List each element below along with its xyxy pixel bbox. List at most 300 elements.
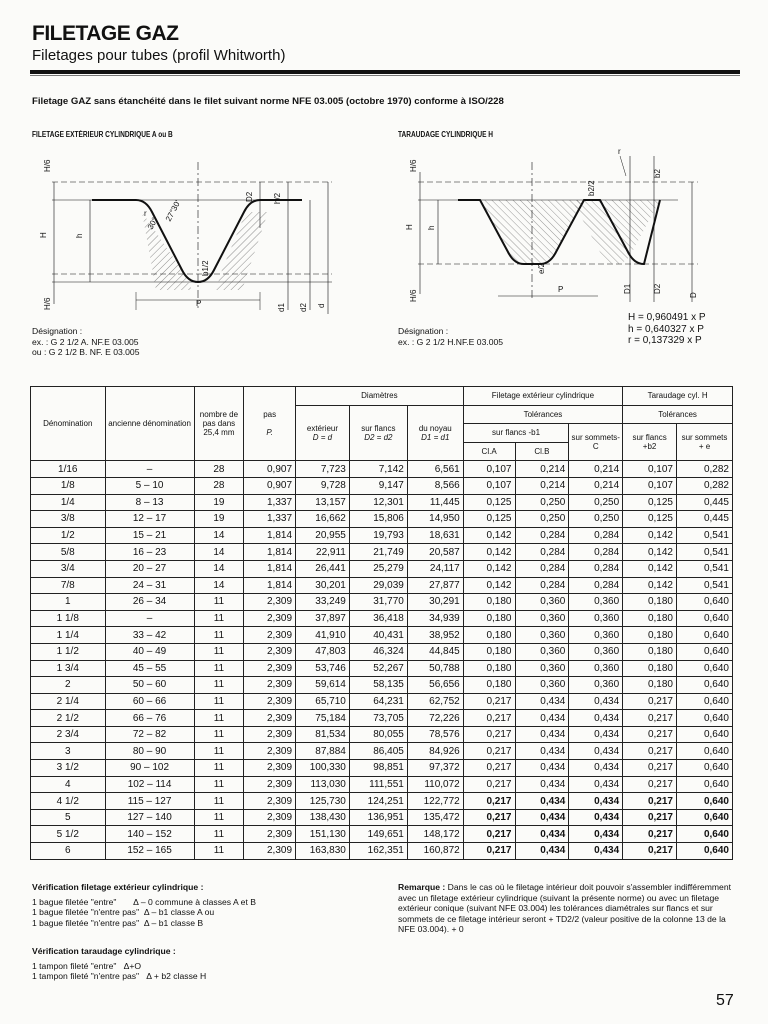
- table-cell: 0,434: [569, 726, 623, 743]
- table-cell: 0,142: [463, 544, 515, 561]
- remark-text: Dans le cas où le filetage intérieur doit pouvoir s'assembler indifféremment avec un filetage extérieur cylindrique (suivant la présente norme) ou avec un filetage extérieur conique (suivant NFE 03.004) les tolérances diamétrales sur flancs et sur sommets de ce filetage intérieur seront + TD2/2 (valeur positive de la colonne 13 de la NFE 03.004).: [398, 882, 731, 935]
- table-cell: 18,631: [407, 527, 463, 544]
- table-cell: 16,662: [296, 511, 350, 528]
- table-cell: 1,337: [244, 494, 296, 511]
- exterior-designation-line: Désignation :: [32, 326, 83, 336]
- table-cell: 0,125: [463, 494, 515, 511]
- table-cell: 11: [194, 627, 244, 644]
- table-cell: 5 – 10: [105, 477, 194, 494]
- table-cell: 33,249: [296, 594, 350, 611]
- svg-text:H/6: H/6: [43, 159, 52, 172]
- table-cell: 2 1/2: [31, 710, 106, 727]
- table-cell: 2: [31, 677, 106, 694]
- table-cell: 19,793: [349, 527, 407, 544]
- svg-text:r: r: [144, 209, 147, 218]
- table-cell: 80,055: [349, 726, 407, 743]
- table-cell: 0,217: [623, 776, 677, 793]
- header-filetage-ext: Filetage extérieur cylindrique: [463, 387, 622, 406]
- table-cell: 0,434: [515, 743, 569, 760]
- table-cell: 2,309: [244, 627, 296, 644]
- table-cell: 0,217: [623, 760, 677, 777]
- table-cell: 11: [194, 594, 244, 611]
- table-cell: 122,772: [407, 793, 463, 810]
- table-cell: 0,434: [515, 710, 569, 727]
- table-cell: 138,430: [296, 809, 350, 826]
- header-exterieur-label: extérieur: [306, 423, 338, 433]
- svg-text:H: H: [39, 232, 48, 238]
- table-cell: 1,814: [244, 544, 296, 561]
- table-cell: 0,125: [463, 511, 515, 528]
- exterior-designation-line: ou : G 2 1/2 B. NF. E 03.005: [32, 347, 140, 358]
- table-cell: 1/4: [31, 494, 106, 511]
- table-cell: 0,360: [515, 610, 569, 627]
- table-cell: 40 – 49: [105, 643, 194, 660]
- exterior-designation: [32, 326, 139, 358]
- verification-exterior-line: 1 bague filetée "n'entre pas" Δ – b1 classe B: [32, 917, 204, 928]
- table-cell: 0,434: [569, 710, 623, 727]
- table-cell: 0,284: [569, 577, 623, 594]
- table-cell: 0,541: [676, 544, 732, 561]
- table-row: [31, 826, 733, 843]
- table-cell: 136,951: [349, 809, 407, 826]
- table-cell: 11: [194, 826, 244, 843]
- table-cell: 0,434: [569, 760, 623, 777]
- svg-text:d: d: [317, 303, 326, 308]
- table-cell: 3/4: [31, 560, 106, 577]
- table-row: [31, 643, 733, 660]
- header-surflancs-b1: sur flancs -b1: [463, 424, 569, 443]
- table-cell: 0,284: [515, 577, 569, 594]
- table-row: [31, 527, 733, 544]
- table-cell: 1 1/4: [31, 627, 106, 644]
- header-exterieur-symbol: D = d: [312, 432, 333, 442]
- header-ancienne: ancienne dénomination: [105, 387, 194, 461]
- table-cell: 16 – 23: [105, 544, 194, 561]
- table-cell: 0,284: [569, 527, 623, 544]
- table-cell: 20,587: [407, 544, 463, 561]
- table-cell: 11: [194, 726, 244, 743]
- table-cell: 2 3/4: [31, 726, 106, 743]
- table-cell: 1 1/8: [31, 610, 106, 627]
- table-row: [31, 544, 733, 561]
- table-cell: 97,372: [407, 760, 463, 777]
- table-cell: 0,640: [676, 610, 732, 627]
- svg-text:30°: 30°: [145, 216, 160, 231]
- table-cell: 0,214: [569, 461, 623, 478]
- table-cell: 24,117: [407, 560, 463, 577]
- table-cell: 60 – 66: [105, 693, 194, 710]
- table-cell: 0,217: [463, 826, 515, 843]
- table-cell: 20 – 27: [105, 560, 194, 577]
- table-cell: 0,640: [676, 710, 732, 727]
- table-row: [31, 660, 733, 677]
- table-cell: 30,201: [296, 577, 350, 594]
- table-cell: 58,135: [349, 677, 407, 694]
- table-cell: 53,746: [296, 660, 350, 677]
- table-cell: 2,309: [244, 760, 296, 777]
- table-cell: 6,561: [407, 461, 463, 478]
- table-cell: 64,231: [349, 693, 407, 710]
- table-cell: 2,309: [244, 677, 296, 694]
- table-cell: 0,217: [623, 710, 677, 727]
- table-cell: 0,217: [463, 809, 515, 826]
- table-cell: 66 – 76: [105, 710, 194, 727]
- table-row: [31, 677, 733, 694]
- table-cell: 151,130: [296, 826, 350, 843]
- table-row: [31, 627, 733, 644]
- table-row: [31, 461, 733, 478]
- table-cell: 0,180: [623, 643, 677, 660]
- table-cell: 0,180: [463, 643, 515, 660]
- table-cell: 163,830: [296, 843, 350, 860]
- table-cell: 11: [194, 677, 244, 694]
- table-cell: 11: [194, 760, 244, 777]
- table-cell: 28: [194, 477, 244, 494]
- table-row: [31, 477, 733, 494]
- table-cell: 65,710: [296, 693, 350, 710]
- table-body: [31, 461, 733, 859]
- table-cell: 0,360: [569, 643, 623, 660]
- verification-interior-title: Vérification taraudage cylindrique :: [32, 946, 176, 956]
- table-row: [31, 511, 733, 528]
- table-cell: 3/8: [31, 511, 106, 528]
- table-cell: 0,541: [676, 527, 732, 544]
- intro-text: Filetage GAZ sans étanchéité dans le filet suivant norme NFE 03.005 (octobre 1970) conforme à ISO/228: [32, 96, 504, 107]
- table-cell: 7,142: [349, 461, 407, 478]
- verification-exterior-line: 1 bague filetée "n'entre pas" Δ – b1 classe A ou: [32, 907, 215, 918]
- exterior-thread-diagram: [32, 142, 362, 320]
- table-cell: 2,309: [244, 710, 296, 727]
- table-cell: 87,884: [296, 743, 350, 760]
- table-cell: 0,142: [623, 527, 677, 544]
- table-cell: 2,309: [244, 743, 296, 760]
- remark-label: Remarque :: [398, 882, 446, 892]
- table-cell: 0,125: [623, 494, 677, 511]
- table-cell: 1,814: [244, 577, 296, 594]
- table-row: [31, 560, 733, 577]
- header-diametres: Diamètres: [296, 387, 464, 406]
- formula-r: r = 0,137329 x P: [628, 335, 702, 347]
- svg-text:b2/2: b2/2: [587, 180, 596, 196]
- table-cell: 9,147: [349, 477, 407, 494]
- table-cell: 125,730: [296, 793, 350, 810]
- table-cell: 75,184: [296, 710, 350, 727]
- verification-interior-line: 1 tampon fileté "n'entre pas" Δ + b2 classe H: [32, 971, 207, 982]
- table-cell: 52,267: [349, 660, 407, 677]
- table-cell: 0,180: [623, 677, 677, 694]
- table-cell: 127 – 140: [105, 809, 194, 826]
- header-cla: Cl.A: [463, 442, 515, 461]
- table-cell: 29,039: [349, 577, 407, 594]
- table-row: [31, 494, 733, 511]
- header-tolerances: Tolérances: [463, 405, 622, 424]
- table-cell: 0,107: [623, 461, 677, 478]
- svg-text:b1/2: b1/2: [201, 260, 210, 276]
- table-cell: 1 3/4: [31, 660, 106, 677]
- table-cell: 1/2: [31, 527, 106, 544]
- table-cell: 0,434: [515, 760, 569, 777]
- table-cell: 0,541: [676, 560, 732, 577]
- table-cell: 0,434: [515, 809, 569, 826]
- table-cell: 0,434: [515, 843, 569, 860]
- exterior-section-label: FILETAGE EXTÉRIEUR CYLINDRIQUE A ou B: [32, 130, 173, 139]
- table-cell: 0,180: [623, 660, 677, 677]
- interior-section-label: TARAUDAGE CYLINDRIQUE H: [398, 130, 494, 139]
- table-cell: 2 1/4: [31, 693, 106, 710]
- table-cell: 46,324: [349, 643, 407, 660]
- table-cell: 78,576: [407, 726, 463, 743]
- table-cell: 0,360: [569, 627, 623, 644]
- table-cell: 8,566: [407, 477, 463, 494]
- table-cell: 135,472: [407, 809, 463, 826]
- table-cell: 0,640: [676, 843, 732, 860]
- table-cell: 0,142: [463, 527, 515, 544]
- table-cell: 45 – 55: [105, 660, 194, 677]
- table-cell: 21,749: [349, 544, 407, 561]
- table-cell: 12 – 17: [105, 511, 194, 528]
- table-cell: 0,180: [463, 660, 515, 677]
- table-cell: 11: [194, 693, 244, 710]
- table-cell: 50,788: [407, 660, 463, 677]
- remark-tail: + 0: [451, 924, 464, 935]
- table-cell: 0,434: [515, 826, 569, 843]
- verification-interior: [32, 946, 362, 982]
- table-cell: 14: [194, 544, 244, 561]
- table-cell: 15 – 21: [105, 527, 194, 544]
- header-sursommets-e: sur sommets + e: [676, 424, 732, 461]
- table-cell: 160,872: [407, 843, 463, 860]
- table-cell: 0,445: [676, 511, 732, 528]
- table-cell: 1: [31, 594, 106, 611]
- table-cell: 1/16: [31, 461, 106, 478]
- svg-text:H: H: [405, 224, 414, 230]
- table-cell: 0,284: [569, 560, 623, 577]
- table-row: [31, 809, 733, 826]
- header-surflancs-label: sur flancs: [361, 423, 396, 433]
- table-cell: 0,142: [623, 544, 677, 561]
- table-cell: 0,284: [515, 544, 569, 561]
- svg-text:P: P: [558, 285, 564, 294]
- table-cell: 98,851: [349, 760, 407, 777]
- table-cell: 0,434: [569, 793, 623, 810]
- table-cell: 102 – 114: [105, 776, 194, 793]
- table-cell: 0,360: [569, 610, 623, 627]
- table-cell: 0,640: [676, 677, 732, 694]
- table-cell: 90 – 102: [105, 760, 194, 777]
- header-denomination: Dénomination: [31, 387, 106, 461]
- table-cell: 0,360: [569, 594, 623, 611]
- table-cell: 0,217: [463, 793, 515, 810]
- svg-text:H/6: H/6: [43, 297, 52, 310]
- table-cell: 0,640: [676, 726, 732, 743]
- table-row: [31, 793, 733, 810]
- table-cell: 0,214: [569, 477, 623, 494]
- table-cell: 0,217: [623, 809, 677, 826]
- table-cell: 22,911: [296, 544, 350, 561]
- table-cell: 0,217: [623, 793, 677, 810]
- table-cell: 0,640: [676, 760, 732, 777]
- table-cell: 0,250: [569, 511, 623, 528]
- svg-text:d1: d1: [277, 303, 286, 312]
- table-cell: 162,351: [349, 843, 407, 860]
- table-cell: 0,360: [515, 594, 569, 611]
- table-cell: 47,803: [296, 643, 350, 660]
- table-cell: 115 – 127: [105, 793, 194, 810]
- table-cell: 0,640: [676, 643, 732, 660]
- table-cell: 113,030: [296, 776, 350, 793]
- table-cell: 0,434: [569, 693, 623, 710]
- table-cell: 2,309: [244, 726, 296, 743]
- table-cell: 140 – 152: [105, 826, 194, 843]
- header-taraudage: Taraudage cyl. H: [623, 387, 733, 406]
- svg-text:27°30': 27°30': [163, 198, 183, 223]
- table-cell: 14: [194, 527, 244, 544]
- table-cell: 0,640: [676, 627, 732, 644]
- table-cell: 0,284: [569, 544, 623, 561]
- svg-text:d2: d2: [299, 303, 308, 312]
- table-cell: 0,640: [676, 826, 732, 843]
- table-cell: 25,279: [349, 560, 407, 577]
- table-cell: 0,142: [623, 560, 677, 577]
- svg-text:D2: D2: [653, 283, 662, 294]
- table-cell: 11: [194, 710, 244, 727]
- table-cell: 0,142: [463, 577, 515, 594]
- table-cell: 7/8: [31, 577, 106, 594]
- table-cell: 0,107: [463, 477, 515, 494]
- svg-text:P: P: [196, 299, 202, 308]
- table-cell: 0,217: [463, 843, 515, 860]
- table-cell: 2,309: [244, 660, 296, 677]
- svg-text:r: r: [618, 147, 621, 156]
- table-cell: 30,291: [407, 594, 463, 611]
- table-cell: 0,434: [515, 726, 569, 743]
- table-cell: 0,434: [515, 693, 569, 710]
- table-cell: 56,656: [407, 677, 463, 694]
- table-cell: 3 1/2: [31, 760, 106, 777]
- table-cell: 11: [194, 660, 244, 677]
- table-cell: 0,142: [463, 560, 515, 577]
- table-row: [31, 726, 733, 743]
- table-cell: 31,770: [349, 594, 407, 611]
- interior-designation: [398, 326, 503, 347]
- table-cell: 73,705: [349, 710, 407, 727]
- table-cell: 0,217: [463, 743, 515, 760]
- svg-text:D2: D2: [245, 191, 254, 202]
- table-cell: 0,214: [515, 477, 569, 494]
- formula-H: H = 0,960491 x P: [628, 312, 706, 323]
- header-surflancs-b2: sur flancs +b2: [623, 424, 677, 461]
- title-rule-thin: [30, 75, 740, 76]
- table-cell: 0,907: [244, 477, 296, 494]
- table-cell: 2,309: [244, 594, 296, 611]
- table-cell: 0,180: [623, 610, 677, 627]
- table-cell: 72 – 82: [105, 726, 194, 743]
- header-tolerances2: Tolérances: [623, 405, 733, 424]
- table-cell: 110,072: [407, 776, 463, 793]
- table-cell: 152 – 165: [105, 843, 194, 860]
- table-cell: 100,330: [296, 760, 350, 777]
- svg-text:h: h: [427, 225, 436, 230]
- table-cell: 44,845: [407, 643, 463, 660]
- table-cell: 34,939: [407, 610, 463, 627]
- table-cell: 36,418: [349, 610, 407, 627]
- table-cell: 4 1/2: [31, 793, 106, 810]
- remark: [398, 882, 736, 935]
- table-cell: 0,217: [623, 843, 677, 860]
- table-cell: 11: [194, 776, 244, 793]
- table-cell: 2,309: [244, 643, 296, 660]
- header-surflancs: [349, 405, 407, 461]
- table-cell: 124,251: [349, 793, 407, 810]
- table-cell: 0,434: [515, 776, 569, 793]
- header-surflancs-symbol: D2 = d2: [364, 432, 393, 442]
- verification-interior-line: 1 tampon fileté "entre" Δ+O: [32, 960, 142, 971]
- svg-text:H/6: H/6: [409, 159, 418, 172]
- header-pas-label: pas: [263, 409, 277, 419]
- table-cell: 1,814: [244, 560, 296, 577]
- table-cell: 0,360: [515, 677, 569, 694]
- table-cell: 13,157: [296, 494, 350, 511]
- table-cell: 0,180: [463, 627, 515, 644]
- table-cell: 28: [194, 461, 244, 478]
- table-cell: 40,431: [349, 627, 407, 644]
- table-cell: 11: [194, 843, 244, 860]
- thread-dimensions-table: [30, 386, 733, 860]
- interior-thread-diagram: [398, 142, 718, 310]
- table-cell: 0,107: [623, 477, 677, 494]
- table-cell: 0,434: [515, 793, 569, 810]
- table-cell: 2,309: [244, 693, 296, 710]
- table-cell: 2,309: [244, 610, 296, 627]
- table-cell: 1,814: [244, 527, 296, 544]
- table-row: [31, 760, 733, 777]
- table-cell: 0,434: [569, 809, 623, 826]
- table-row: [31, 843, 733, 860]
- table-row: [31, 743, 733, 760]
- table-cell: 19: [194, 494, 244, 511]
- table-cell: 0,217: [463, 726, 515, 743]
- table-cell: 0,907: [244, 461, 296, 478]
- table-cell: 0,107: [463, 461, 515, 478]
- table-cell: 0,360: [515, 660, 569, 677]
- table-cell: 59,614: [296, 677, 350, 694]
- verification-exterior-title: Vérification filetage extérieur cylindrique :: [32, 882, 204, 892]
- interior-designation-line: Désignation :: [398, 326, 449, 336]
- table-cell: 86,405: [349, 743, 407, 760]
- table-cell: 0,434: [569, 826, 623, 843]
- table-row: [31, 710, 733, 727]
- table-cell: 50 – 60: [105, 677, 194, 694]
- table-cell: 0,180: [623, 594, 677, 611]
- table-cell: 26 – 34: [105, 594, 194, 611]
- table-cell: 0,282: [676, 461, 732, 478]
- table-cell: 72,226: [407, 710, 463, 727]
- table-cell: 5: [31, 809, 106, 826]
- table-cell: 5/8: [31, 544, 106, 561]
- table-cell: 0,640: [676, 776, 732, 793]
- table-cell: 0,360: [515, 643, 569, 660]
- header-noyau: [407, 405, 463, 461]
- svg-text:D1: D1: [623, 283, 632, 294]
- table-cell: 0,214: [515, 461, 569, 478]
- table-cell: 0,434: [569, 776, 623, 793]
- table-cell: 111,551: [349, 776, 407, 793]
- table-cell: 0,640: [676, 660, 732, 677]
- svg-text:e/2: e/2: [537, 262, 546, 274]
- table-row: [31, 776, 733, 793]
- table-cell: 11: [194, 610, 244, 627]
- table-cell: 15,806: [349, 511, 407, 528]
